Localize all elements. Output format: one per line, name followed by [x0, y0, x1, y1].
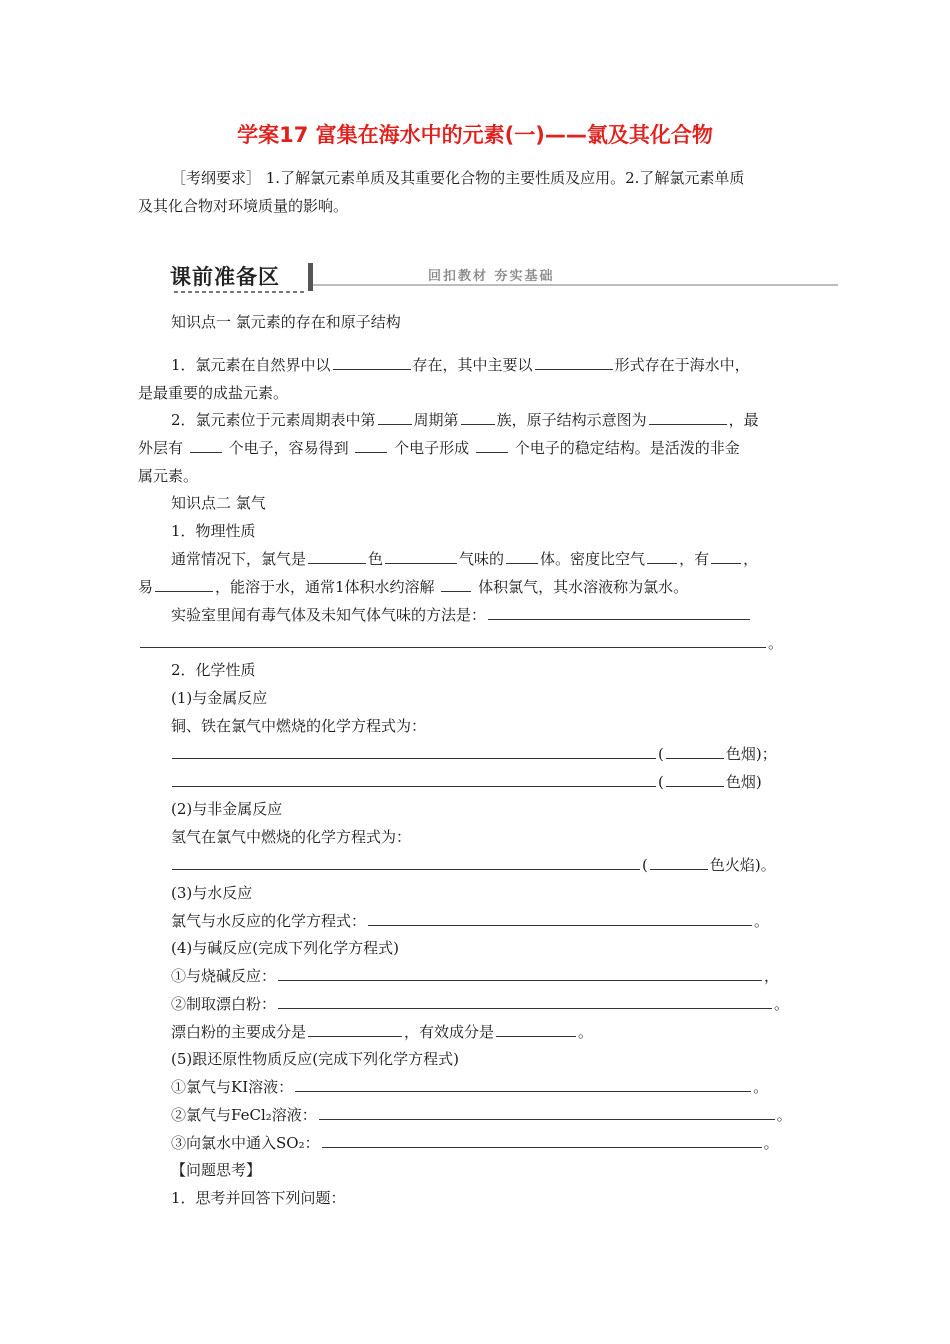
physical-text-d: 体。密度比空气 — [540, 550, 646, 568]
answer-blank[interactable] — [140, 633, 766, 648]
physical-text-a: 通常情况下，氯气是 — [171, 550, 307, 568]
answer-blank[interactable] — [308, 1022, 402, 1037]
kp1-q2-line2 — [138, 438, 740, 458]
period: 。 — [754, 912, 770, 930]
reaction-5-line-a — [171, 1077, 768, 1097]
section-title: 课前准备区 — [170, 265, 280, 289]
section-header — [170, 262, 838, 292]
kp1-q2-text-c: 族，原子结构示意图为 — [496, 411, 647, 429]
paren-open: ( — [658, 773, 664, 791]
physical-line-3 — [171, 605, 752, 625]
reaction-5-text-b: ②氯气与FeCl₂溶液： — [171, 1106, 317, 1124]
answer-blank[interactable] — [711, 549, 741, 564]
reaction-1-heading: (1)与金属反应 — [171, 689, 268, 707]
answer-blank[interactable] — [650, 855, 708, 870]
page-title: 学案17 富集在海水中的元素(一)——氯及其化合物 — [237, 123, 713, 147]
reaction-4-text-a: ①与烧碱反应： — [171, 967, 277, 985]
reaction-4-line-a — [171, 966, 779, 986]
kp1-q2-line3: 属元素。 — [138, 467, 199, 485]
section-title-underline — [174, 291, 304, 293]
bleaching-powder-line — [171, 1022, 593, 1042]
reaction-1-line-1 — [170, 744, 777, 764]
answer-blank[interactable] — [295, 1077, 751, 1092]
kp2-heading: 知识点二 氯气 — [171, 494, 266, 512]
kp1-q2-text-d: ，最 — [728, 411, 759, 429]
answer-blank[interactable] — [319, 1105, 775, 1120]
physical-text-f: ， — [743, 550, 759, 568]
reaction-5-line-b — [171, 1105, 792, 1125]
kp1-q2-text-h: 个电子的稳定结构。是活泼的非金 — [514, 439, 740, 457]
answer-blank[interactable] — [496, 1022, 576, 1037]
think-q1: 1．思考并回答下列问题： — [171, 1189, 346, 1207]
reaction-2-line — [170, 855, 776, 875]
reaction-5-heading: (5)跟还原性物质反应(完成下列化学方程式) — [171, 1050, 459, 1068]
reaction-5-text-a: ①氯气与KI溶液： — [171, 1078, 294, 1096]
answer-blank[interactable] — [322, 1133, 762, 1148]
physical-line-1 — [171, 549, 758, 569]
chemical-properties-heading: 2．化学性质 — [171, 661, 256, 679]
smell-method-text: 实验室里闻有毒气体及未知气体气味的方法是： — [171, 606, 487, 624]
kp1-q2-text-b: 周期第 — [413, 411, 459, 429]
physical-text-e: ，有 — [679, 550, 710, 568]
kp1-q1-text-a: 1．氯元素在自然界中以 — [171, 356, 331, 374]
answer-blank[interactable] — [488, 605, 750, 620]
physical-line-4 — [138, 633, 783, 653]
period: 。 — [776, 1106, 792, 1124]
reaction-3-text: 氯气与水反应的化学方程式： — [171, 912, 367, 930]
kp1-q2-text-g: 个电子形成 — [394, 439, 470, 457]
reaction-5-text-c: ③向氯水中通入SO₂： — [171, 1134, 320, 1152]
answer-blank[interactable] — [172, 855, 640, 870]
period: 。 — [753, 1078, 769, 1096]
reaction-2-text: 氢气在氯气中燃烧的化学方程式为： — [171, 828, 412, 846]
answer-blank[interactable] — [385, 549, 457, 564]
answer-blank[interactable] — [368, 911, 752, 926]
physical-properties-heading: 1．物理性质 — [171, 522, 256, 540]
answer-blank[interactable] — [476, 438, 508, 453]
reaction-4-heading: (4)与碱反应(完成下列化学方程式) — [171, 939, 399, 957]
answer-blank[interactable] — [172, 772, 656, 787]
bleaching-text-b: ，有效成分是 — [404, 1023, 495, 1041]
answer-blank[interactable] — [190, 438, 222, 453]
answer-blank[interactable] — [535, 355, 613, 370]
kp1-q1-line2: 是最重要的成盐元素。 — [138, 384, 289, 402]
answer-blank[interactable] — [355, 438, 387, 453]
paren-open: ( — [642, 856, 648, 874]
period: 。 — [578, 1023, 594, 1041]
flame-color-label: 色火焰)。 — [709, 856, 776, 874]
answer-blank[interactable] — [666, 772, 724, 787]
answer-blank[interactable] — [333, 355, 411, 370]
reaction-5-line-c — [171, 1133, 779, 1153]
physical-line-2 — [138, 577, 688, 597]
section-divider-bar — [308, 263, 313, 291]
physical-text-g: 易 — [138, 578, 154, 596]
kp1-q1-text-c: 形式存在于海水中， — [614, 356, 750, 374]
answer-blank[interactable] — [155, 577, 213, 592]
reaction-1-line-2 — [170, 772, 762, 792]
reaction-3-line — [171, 911, 769, 931]
answer-blank[interactable] — [461, 410, 495, 425]
reaction-2-heading: (2)与非金属反应 — [171, 800, 283, 818]
section-subtitle: 回扣教材 夯实基础 — [428, 269, 555, 284]
physical-text-c: 气味的 — [459, 550, 505, 568]
kp1-q1-line1 — [171, 355, 750, 375]
smoke-color-label: 色烟)； — [725, 745, 777, 763]
paren-open: ( — [658, 745, 664, 763]
answer-blank[interactable] — [647, 549, 677, 564]
answer-blank[interactable] — [666, 744, 724, 759]
answer-blank[interactable] — [649, 410, 727, 425]
kp1-q2-text-f: 个电子，容易得到 — [228, 439, 349, 457]
kp1-q2-text-a: 2．氯元素位于元素周期表中第 — [171, 411, 376, 429]
physical-text-b: 色 — [368, 550, 384, 568]
reaction-4-text-b: ②制取漂白粉： — [171, 995, 277, 1013]
bleaching-text-a: 漂白粉的主要成分是 — [171, 1023, 307, 1041]
period: 。 — [768, 634, 784, 652]
reaction-1-text: 铜、铁在氯气中燃烧的化学方程式为： — [171, 717, 427, 735]
exam-requirements-line-1: ［考纲要求］ 1.了解氯元素单质及其重要化合物的主要性质及应用。2.了解氯元素单质 — [171, 169, 745, 187]
think-heading: 【问题思考】 — [171, 1161, 262, 1179]
kp1-q1-text-b: 存在，其中主要以 — [412, 356, 533, 374]
comma: ， — [764, 967, 780, 985]
period: 。 — [774, 995, 790, 1013]
reaction-3-heading: (3)与水反应 — [171, 884, 253, 902]
answer-blank[interactable] — [278, 994, 772, 1009]
smoke-color-label: 色烟) — [725, 773, 762, 791]
answer-blank[interactable] — [278, 966, 762, 981]
answer-blank[interactable] — [441, 577, 471, 592]
exam-requirements-line-2: 及其化合物对环境质量的影响。 — [138, 197, 349, 215]
answer-blank[interactable] — [308, 549, 366, 564]
answer-blank[interactable] — [172, 744, 656, 759]
answer-blank[interactable] — [378, 410, 412, 425]
answer-blank[interactable] — [506, 549, 538, 564]
kp1-q2-text-e: 外层有 — [138, 439, 184, 457]
kp1-q2-line1 — [171, 410, 759, 430]
physical-text-h: ，能溶于水，通常1体积水约溶解 — [215, 578, 435, 596]
period: 。 — [763, 1134, 779, 1152]
reaction-4-line-b — [171, 994, 789, 1014]
section-rule — [313, 284, 838, 286]
physical-text-i: 体积氯气，其水溶液称为氯水。 — [478, 578, 689, 596]
kp1-heading: 知识点一 氯元素的存在和原子结构 — [171, 313, 401, 331]
